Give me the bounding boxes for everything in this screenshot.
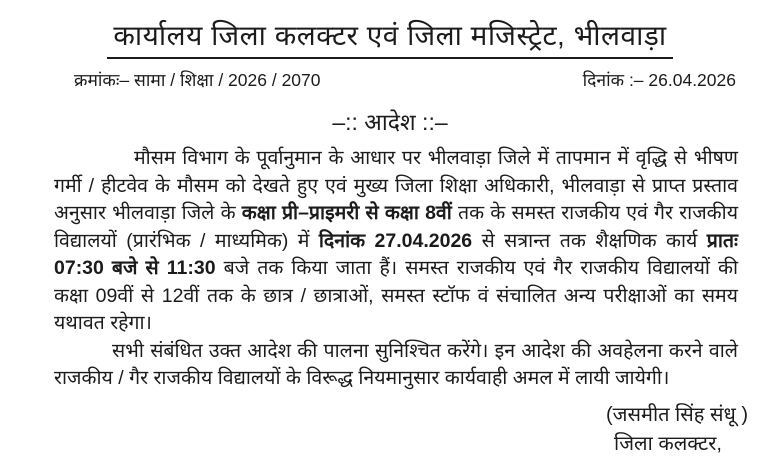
signatory-designation: जिला कलक्टर, [614,432,722,455]
paragraph-segment: तक के समस्त राजकीय एवं गैर राजकीय विद्यालयों (प्रारंभिक / माध्यमिक) में [54,202,739,252]
paragraph-segment-bold: कक्षा प्री–प्राइमरी से कक्षा 8वीं [241,202,452,224]
paragraph-segment: सभी संबंधित उक्त आदेश की पालना सुनिश्चित करेंगे। इन आदेश की अवहेलना करने वाले राजकीय / गैर राजकीय विद्यालयों के विरूद्ध नियमानुसार कार्यवाही अमल में लायी जायेगी। [54,339,738,389]
paragraph-segment: से सत्रान्त तक शैक्षणिक कार्य [472,229,707,252]
paragraph-segment-bold: प्रातः 07:30 बजे से 11:30 [54,229,738,279]
reference-number: क्रमांकः– सामा / शिक्षा / 2026 / 2070 [74,70,321,90]
order-heading: –:: आदेश ::– [332,109,448,135]
order-paragraph-2 [54,338,738,393]
order-date: दिनांक :– 26.04.2026 [582,70,736,90]
office-title: कार्यालय जिला कलक्टर एवं जिला मजिस्ट्रेट, भीलवाड़ा [107,16,672,59]
paragraph-segment-bold: दिनांक 27.04.2026 [318,229,473,252]
paragraph-segment: मौसम विभाग के पूर्वानुमान के आधार पर भीलवाड़ा जिले में तापमान में वृद्धि से भीषण गर्मी / हीटवेव के मौसम को देखते हुए एवं मुख्य जिला शिक्षा अधिकारी, भीलवाड़ा से प्राप्त प्रस्ताव अनुसार भीलवाड़ा जिले के [54,147,738,224]
order-paragraph-1 [54,145,738,338]
header [0,0,780,59]
order-body [54,145,738,393]
signature-block [0,401,780,459]
signatory-name: (जसमीत सिंह संधू ) [605,403,748,426]
paragraph-segment: बजे तक किया जाता हैं। समस्त राजकीय एवं गैर राजकीय विद्यालयों की कक्षा 09वीं से 12वीं तक के छात्र / छात्राओं, समस्त स्टॉफ वं संचालित अन्य परीक्षाओं का समय यथावत रहेगा। [54,257,738,334]
meta-row [74,68,736,92]
